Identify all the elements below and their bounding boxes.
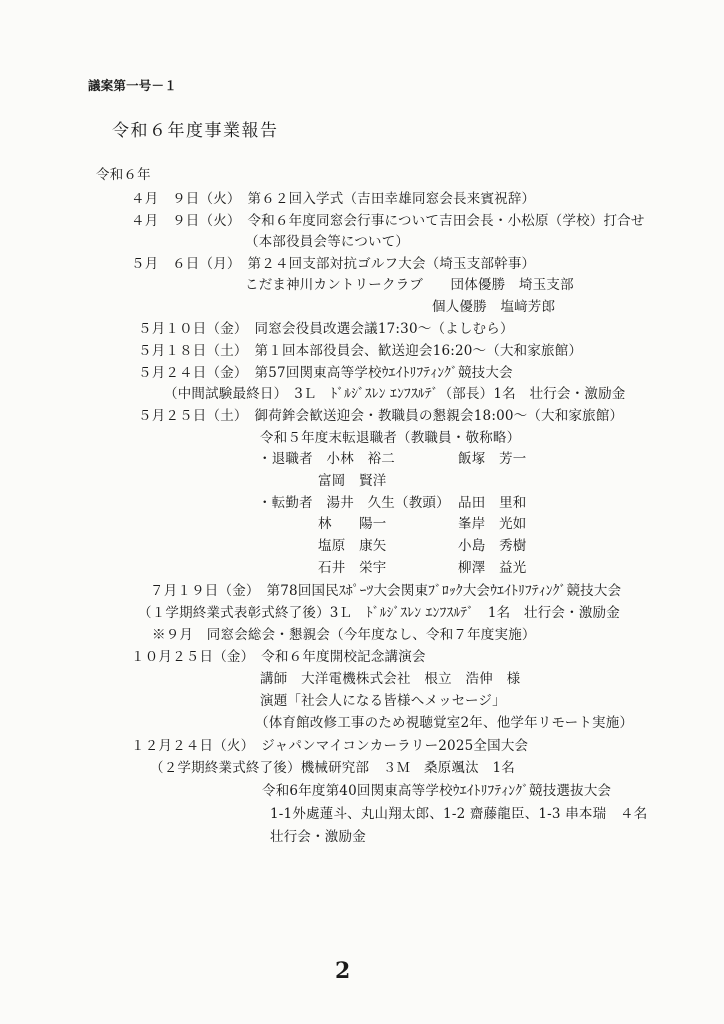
entry-line: ５月 ６日（月） 第２４回支部対抗ゴルフ大会（埼玉支部幹事） [131, 256, 536, 272]
entry-line: 令和５年度末転退職者（教職員・敬称略） [260, 430, 521, 446]
entry-line: （１学期終業式表彰式終了後）3Ｌ ﾄﾞﾙｼﾞｽﾚﾝ ｴﾝﾌｽﾙﾃﾞ 1名 壮行会・激励金 [138, 605, 620, 621]
entry-line: 講師 大洋電機株式会社 根立 浩伸 様 [260, 671, 521, 687]
entry-line: １２月２４日（火） ジャパンマイコンカーラリー2025全国大会 [131, 738, 529, 754]
staff-name: 塩原 康矢 [318, 538, 387, 554]
entry-line: 個人優勝 塩﨑芳郎 [432, 299, 556, 315]
year-label: 令和６年 [96, 167, 151, 183]
agenda-number: 議案第一号－１ [88, 78, 177, 93]
entry-line: こだま神川カントリークラブ 団体優勝 埼玉支部 [245, 277, 574, 293]
entry-line: ５月１０日（金） 同窓会役員改選会議17:30～（よしむら） [138, 321, 514, 337]
entry-line: （本部役員会等について） [245, 234, 410, 250]
entry-line: ４月 ９日（火） 令和６年度同窓会行事について吉田会長・小松原（学校）打合せ [131, 213, 645, 229]
staff-name: ・転勤者 湯井 久生（教頭） [258, 495, 450, 511]
staff-name: 品田 里和 [458, 495, 527, 511]
entry-line: （２学期終業式終了後）機械研究部 ３Ｍ 桑原颯汰 1名 [150, 760, 515, 776]
entry-line: ７月１９日（金） 第78回国民ｽﾎﾟｰﾂ大会関東ﾌﾞﾛｯｸ大会ｳｴｲﾄﾘﾌﾃｨﾝｸﾞ競技大会 [150, 583, 622, 599]
staff-name: 小島 秀樹 [458, 538, 527, 554]
entry-line: ５月２４日（金） 第57回関東高等学校ｳｴｲﾄﾘﾌﾃｨﾝｸﾞ競技大会 [138, 365, 513, 381]
page-number: 2 [335, 958, 351, 984]
entry-line: ５月１８日（土） 第１回本部役員会、歓送迎会16:20～（大和家旅館） [138, 343, 583, 359]
staff-name: 石井 栄宇 [318, 560, 387, 576]
staff-name: 林 陽一 [318, 516, 387, 532]
entry-line: 演題「社会人になる皆様へメッセージ」 [260, 693, 506, 709]
staff-name: 峯岸 光如 [458, 516, 527, 532]
entry-line: （中間試験最終日） 3Ｌ ﾄﾞﾙｼﾞｽﾚﾝ ｴﾝﾌｽﾙﾃﾞ（部長）1名 壮行会・激励金 [164, 386, 626, 402]
staff-name: 柳澤 益光 [458, 560, 527, 576]
entry-line: ４月 ９日（火） 第６２回入学式（吉田幸雄同窓会長来賓祝辞） [131, 191, 536, 207]
staff-name: ・退職者 小林 裕二 [258, 451, 395, 467]
entry-line: ５月２５日（土） 御荷鉾会歓送迎会・教職員の懇親会18:00～（大和家旅館） [138, 408, 624, 424]
staff-name: 飯塚 芳一 [458, 451, 527, 467]
entry-line: １０月２５日（金） 令和６年度開校記念講演会 [131, 649, 426, 665]
entry-line: 令和6年度第40回関東高等学校ｳｴｲﾄﾘﾌﾃｨﾝｸﾞ競技選抜大会 [262, 783, 612, 799]
entry-line: ※９月 同窓会総会・懇親会（今年度なし、令和７年度実施） [152, 627, 536, 643]
entry-line: 1-1外處蓮斗、丸山翔太郎、1-2 齋藤龍臣、1-3 串本瑞 ４名 [270, 806, 648, 822]
entry-line: 壮行会・激励金 [270, 829, 366, 845]
staff-name: 富岡 賢洋 [318, 473, 387, 489]
entry-line: （体育館改修工事のため視聴覚室2年、他学年リモート実施） [255, 715, 634, 731]
page-title: 令和６年度事業報告 [112, 121, 279, 141]
